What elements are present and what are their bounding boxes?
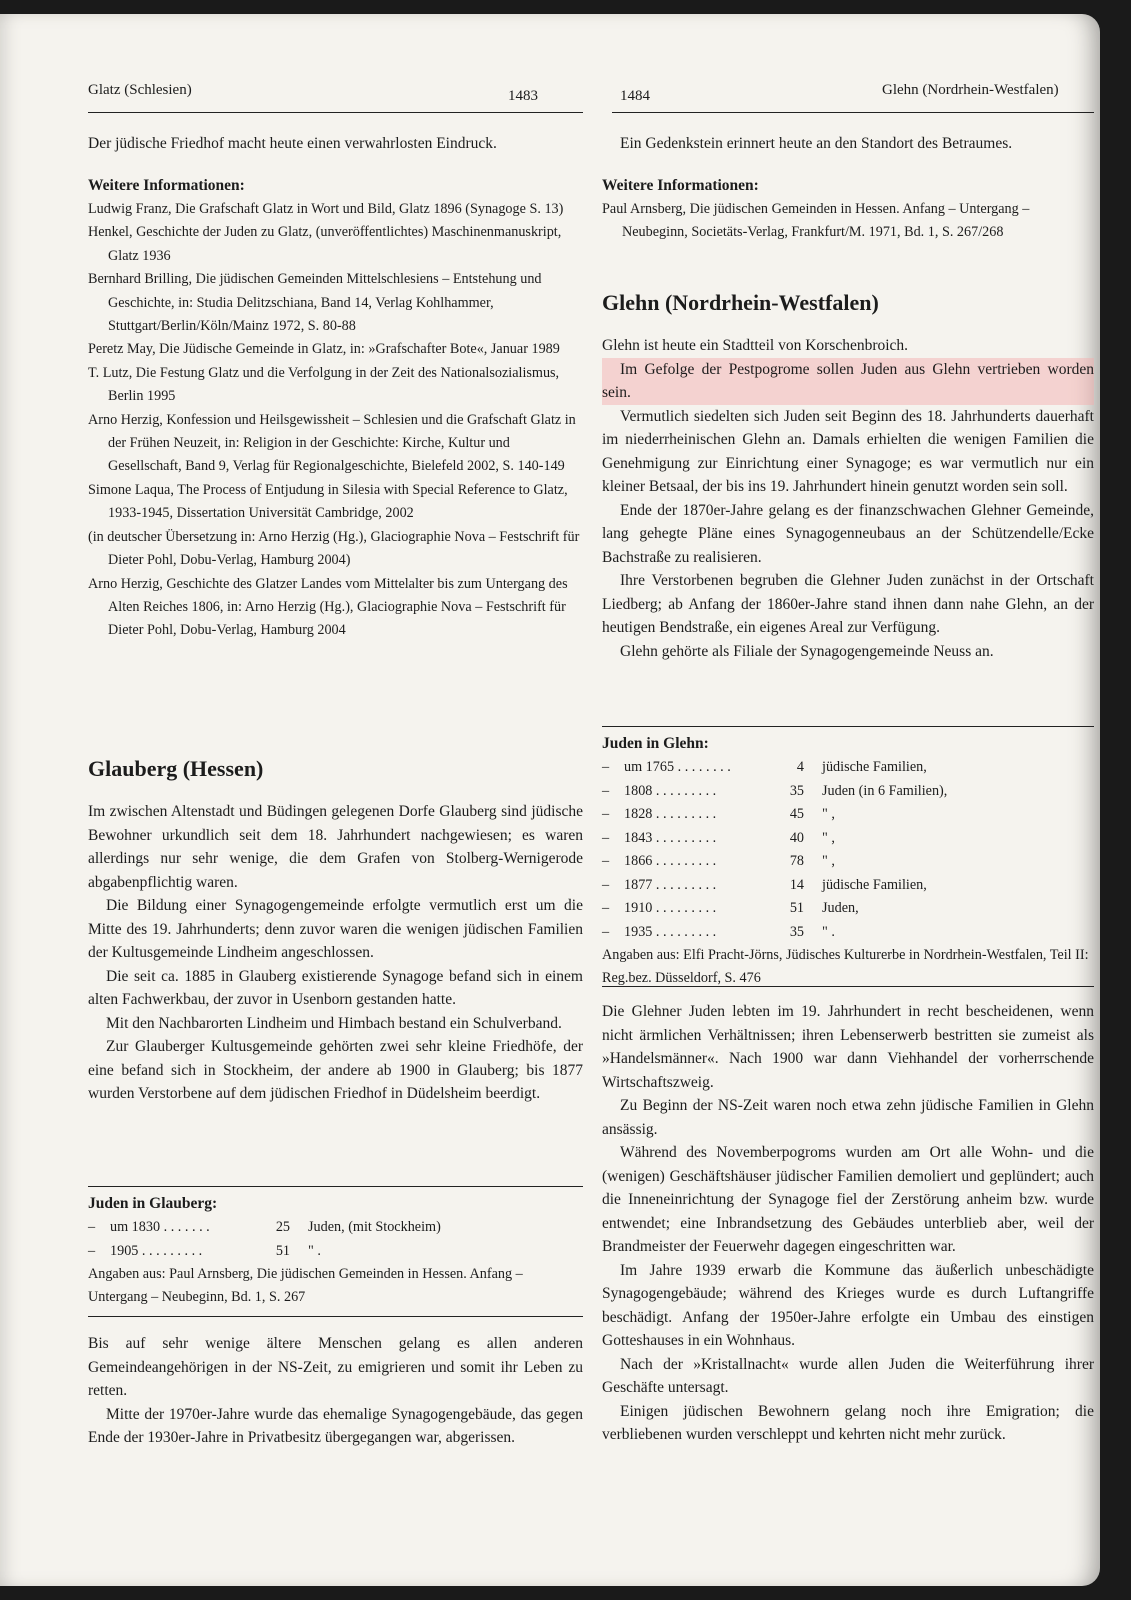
right-page-number: 1484 <box>620 88 650 104</box>
left-section-title: Glauberg (Hessen) <box>88 756 264 781</box>
table-cell-dash: – <box>602 806 610 822</box>
table-row <box>88 1216 583 1240</box>
left-running-head: Glatz (Schlesien) <box>88 82 192 98</box>
table-cell-text: jüdische Familien, <box>822 759 927 775</box>
table-cell-text: " , <box>822 853 835 869</box>
table-row <box>602 850 1094 874</box>
left-references-block <box>88 174 583 643</box>
table-cell-year: um 1765 . . . . . . . . <box>624 759 731 775</box>
table-row <box>602 780 1094 804</box>
table-cell-dash: – <box>88 1219 96 1235</box>
paragraph: Einigen jüdischen Bewohnern gelang noch ihre Emigration; die verbliebenen wurden verschleppt und kehrten nicht mehr zurück. <box>602 1402 1094 1443</box>
table-cell-dash: – <box>602 876 610 893</box>
reference-entry: (in deutscher Übersetzung in: Arno Herzig (Hg.), Glaciographie Nova – Festschrift für Dieter Pohl, Dobu-Verlag, Hamburg 2004) <box>88 528 580 569</box>
table-cell-text: " . <box>308 1242 321 1259</box>
left-table <box>88 1192 583 1310</box>
table-row <box>602 921 1094 945</box>
table-cell-year: 1905 . . . . . . . . . <box>110 1242 203 1259</box>
table-cell-text: " , <box>822 806 835 822</box>
paragraph: Bis auf sehr wenige ältere Menschen gelang es allen anderen Gemeindeangehörigen in der NS-Zeit, zu emigrieren und somit ihr Leben zu retten. <box>88 1335 583 1399</box>
paragraph: Die Bildung einer Synagogengemeinde erfolgte vermutlich erst um die Mitte des 19. Jahrhunderts; denn zuvor waren die wenigen jüdischen Familien der Kultusgemeinde Lindheim angeschlossen. <box>88 897 583 961</box>
table-row <box>602 803 1094 827</box>
paragraph: Mit den Nachbarorten Lindheim und Himbach bestand ein Schulverband. <box>106 1014 562 1032</box>
table-cell-num: 35 <box>789 782 804 799</box>
right-table-source: Angaben aus: Elfi Pracht-Jörns, Jüdisches Kulturerbe in Nordrhein-Westfalen, Teil II: Reg.bez. Düsseldorf, S. 476 <box>602 947 1089 987</box>
reference-entry: Simone Laqua, The Process of Entjudung in Silesia with Special Reference to Glatz, 1933-1945, Dissertation Universität Cambridge, 2002 <box>88 481 568 522</box>
table-cell-year: 1877 . . . . . . . . . <box>624 876 717 893</box>
right-reference: Paul Arnsberg, Die jüdischen Gemeinden in Hessen. Anfang – Untergang – Neubeginn, Societäts-Verlag, Frankfurt/M. 1971, Bd. 1, S. 267/268 <box>602 201 1030 241</box>
table-cell-year: 1828 . . . . . . . . . <box>624 806 717 822</box>
paragraph: Glehn gehörte als Filiale der Synagogengemeinde Neuss an. <box>620 642 994 660</box>
table-cell-dash: – <box>602 829 610 846</box>
left-table-source: Angaben aus: Paul Arnsberg, Die jüdischen Gemeinden in Hessen. Anfang – Untergang – Neubeginn, Bd. 1, S. 267 <box>88 1266 523 1306</box>
table-cell-year: 1866 . . . . . . . . . <box>624 853 717 869</box>
paragraph: Die seit ca. 1885 in Glauberg existierende Synagoge befand sich in einem alten Fachwerkbau, der zuvor in Usenborn gestanden hatte. <box>88 967 583 1008</box>
table-cell-text: jüdische Familien, <box>822 876 927 893</box>
table-cell-dash: – <box>602 853 610 869</box>
paragraph: Im Jahre 1939 erwarb die Kommune das äußerlich unbeschädigte Synagogengebäude; während des Krieges wurde es durch Luftangriffe beschädigt. Anfang der 1950er-Jahre erfolgte ein Umbau des einstigen Gotteshauses in ein Wohnhaus. <box>602 1261 1094 1349</box>
table-cell-year: 1935 . . . . . . . . . <box>624 923 717 940</box>
right-table-rule-bottom <box>602 986 1094 987</box>
table-cell-num: 78 <box>789 853 804 869</box>
right-references-block <box>602 174 1094 245</box>
left-intro: Der jüdische Friedhof macht heute einen verwahrlosten Eindruck. <box>88 135 497 152</box>
paragraph: Ihre Verstorbenen begruben die Glehner Juden zunächst in der Ortschaft Liedberg; ab Anfang der 1860er-Jahre stand ihnen dann nahe Glehn, an der heutigen Bendstraße, ein eigenes Areal zur Verfügung. <box>602 572 1094 636</box>
table-cell-num: 51 <box>789 900 804 916</box>
right-running-head: Glehn (Nordrhein-Westfalen) <box>882 82 1059 98</box>
table-cell-num: 40 <box>789 829 804 846</box>
table-cell-year: 1843 . . . . . . . . . <box>624 829 717 846</box>
right-paragraphs <box>602 405 1094 664</box>
table-cell-year: 1910 . . . . . . . . . <box>624 900 717 916</box>
reference-entry: Arno Herzig, Geschichte des Glatzer Landes vom Mittelalter bis zum Untergang des Alten Reiches 1806, in: Arno Herzig (Hg.), Glaciographie Nova – Festschrift für Dieter Pohl, Dobu-Verlag, Hamburg 2004 <box>88 575 568 639</box>
table-cell-year: um 1830 . . . . . . . <box>110 1219 210 1235</box>
table-row <box>602 756 1094 780</box>
table-row <box>88 1240 583 1264</box>
table-row <box>602 827 1094 851</box>
paragraph: Während des Novemberpogroms wurden am Ort alle Wohn- und die (wenigen) Geschäftshäuser jüdischer Familien demoliert und geplündert; auch die Inneneinrichtung der Synagoge fiel der Zerstörung anheim bzw. wurde entwendet; eine Inbrandsetzung des Gebäudes unterblieb aber, weil der Brandmeister der Feuerwehr dagegen eingeschritten war. <box>602 1144 1094 1255</box>
paragraph: Im zwischen Altenstadt und Büdingen gelegenen Dorfe Glauberg sind jüdische Bewohner urkundlich seit dem 18. Jahrhundert nachgewiesen; es waren allerdings nur sehr wenige, die dem Grafen von Stolberg-Wernigerode abgabenpflichtig waren. <box>88 803 583 891</box>
right-table <box>602 732 1094 991</box>
table-cell-text: Juden, (mit Stockheim) <box>308 1219 441 1235</box>
table-cell-text: " . <box>822 923 835 940</box>
table-cell-num: 14 <box>789 876 804 893</box>
right-table-title: Juden in Glehn: <box>602 735 709 752</box>
right-intro: Ein Gedenkstein erinnert heute an den Standort des Betraumes. <box>620 135 1013 152</box>
table-cell-text: " , <box>822 829 835 846</box>
table-row <box>602 874 1094 898</box>
table-cell-dash: – <box>602 900 610 916</box>
right-table-rows <box>602 756 1094 944</box>
table-cell-dash: – <box>88 1242 96 1259</box>
left-table-rows <box>88 1216 583 1263</box>
table-cell-text: Juden, <box>822 900 859 916</box>
paragraph: Ende der 1870er-Jahre gelang es der finanzschwachen Glehner Gemeinde, lang gehegte Pläne eines Synagogenneubaus an der Schützendelle/Ecke Bachstraße zu realisieren. <box>602 501 1094 566</box>
left-closing <box>88 1332 583 1450</box>
table-cell-text: Juden (in 6 Familien), <box>822 782 948 799</box>
reference-entry: Arno Herzig, Konfession und Heilsgewissheit – Schlesien und die Grafschaft Glatz in der Frühen Neuzeit, in: Religion in der Geschichte: Kirche, Kultur und Gesellschaft, Band 9, Verlag für Regionalgeschichte, Bielefeld 2002, S. 140-149 <box>88 411 576 475</box>
right-header-rule <box>612 112 1094 113</box>
right-closing <box>602 1000 1094 1447</box>
book-page <box>0 14 1100 1586</box>
left-page-number: 1483 <box>508 88 538 104</box>
table-cell-num: 45 <box>789 806 804 822</box>
highlighted-paragraph: Im Gefolge der Pestpogrome sollen Juden aus Glehn vertrieben worden sein. <box>602 358 1094 405</box>
paragraph: Mitte der 1970er-Jahre wurde das ehemalige Synagogengebäude, das gegen Ende der 1930er-Jahre in Privatbesitz übergegangen war, abgerissen. <box>88 1405 583 1446</box>
paragraph: Nach der »Kristallnacht« wurde allen Juden die Weiterführung ihrer Geschäfte untersagt. <box>602 1355 1094 1396</box>
table-cell-num: 35 <box>789 923 804 940</box>
right-table-rule-top <box>602 726 1094 727</box>
table-row <box>602 897 1094 921</box>
table-cell-dash: – <box>602 759 610 775</box>
reference-entry: Ludwig Franz, Die Grafschaft Glatz in Wort und Bild, Glatz 1896 (Synagoge S. 13) <box>88 201 564 217</box>
left-table-rule-top <box>88 1186 583 1187</box>
reference-entry: Henkel, Geschichte der Juden zu Glatz, (unveröffentlichtes) Maschinenmanuskript, Glatz 1936 <box>88 224 562 264</box>
right-body <box>602 334 1094 663</box>
left-body <box>88 800 583 1106</box>
left-info-heading: Weitere Informationen: <box>88 177 245 194</box>
table-cell-num: 25 <box>275 1219 290 1235</box>
table-cell-num: 4 <box>796 759 804 775</box>
table-cell-year: 1808 . . . . . . . . . <box>624 782 717 799</box>
left-references <box>88 198 583 643</box>
reference-entry: Peretz May, Die Jüdische Gemeinde in Glatz, in: »Grafschafter Bote«, Januar 1989 <box>88 341 560 358</box>
paragraph: Zu Beginn der NS-Zeit waren noch etwa zehn jüdische Familien in Glehn ansässig. <box>602 1097 1094 1138</box>
table-cell-dash: – <box>602 923 610 940</box>
table-cell-num: 51 <box>275 1242 290 1259</box>
right-p1: Glehn ist heute ein Stadtteil von Korschenbroich. <box>602 337 909 354</box>
paragraph: Vermutlich siedelten sich Juden seit Beginn des 18. Jahrhunderts dauerhaft im niederrheinischen Glehn an. Damals erhielten die wenigen Familien die Genehmigung zur Einrichtung einer Synagoge; es war vermutlich nur ein kleiner Betsaal, der bis ins 19. Jahrhundert hinein genutzt worden sein soll. <box>602 407 1094 495</box>
reference-entry: Bernhard Brilling, Die jüdischen Gemeinden Mittelschlesiens – Entstehung und Geschichte, in: Studia Delitzschiana, Band 14, Verlag Kohlhammer, Stuttgart/Berlin/Köln/Mainz 1972, S. 80-88 <box>88 271 542 335</box>
table-cell-dash: – <box>602 782 610 799</box>
left-table-title: Juden in Glauberg: <box>88 1195 218 1212</box>
left-header-rule <box>88 112 583 113</box>
right-section-title: Glehn (Nordrhein-Westfalen) <box>602 290 879 315</box>
left-table-rule-bottom <box>88 1316 583 1317</box>
reference-entry: T. Lutz, Die Festung Glatz und die Verfolgung in der Zeit des Nationalsozialismus, Berlin 1995 <box>88 364 560 405</box>
paragraph: Die Glehner Juden lebten im 19. Jahrhundert in recht bescheidenen, wenn nicht ärmlichen Verhältnissen; ihren Lebenserwerb bestritten sie zumeist als »Handelsmänner«. Nach 1900 war dann Viehhandel der vorherrschende Wirtschaftszweig. <box>602 1003 1094 1091</box>
right-info-heading: Weitere Informationen: <box>602 177 759 194</box>
paragraph: Zur Glauberger Kultusgemeinde gehörten zwei sehr kleine Friedhöfe, der eine befand sich in Stockheim, der andere ab 1900 in Glauberg; bis 1877 wurden Verstorbene auf dem jüdischen Friedhof in Düdelsheim beerdigt. <box>88 1038 583 1102</box>
